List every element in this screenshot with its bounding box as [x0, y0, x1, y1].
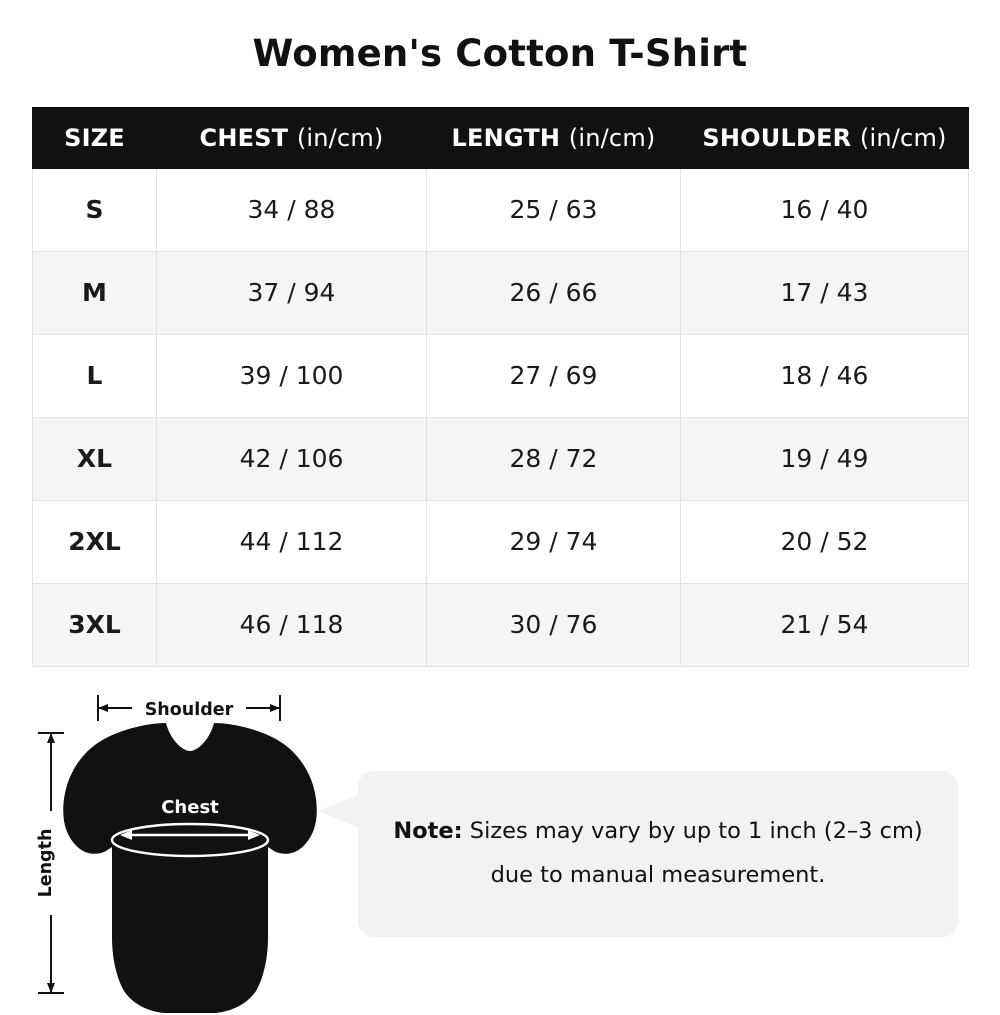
- table-row: [33, 417, 969, 500]
- column-header-length-unit: (in/cm): [568, 123, 656, 152]
- cell-length: 28 / 72: [427, 417, 681, 500]
- column-header-size-label: SIZE: [64, 123, 125, 152]
- note-label: Note:: [393, 817, 463, 844]
- column-header-length: [427, 107, 681, 168]
- cell-size: XL: [33, 417, 157, 500]
- note-bubble: [358, 771, 958, 937]
- column-header-shoulder: [681, 107, 969, 168]
- tshirt-silhouette: [63, 723, 317, 1013]
- column-header-chest-label: CHEST: [199, 123, 289, 152]
- cell-size: S: [33, 168, 157, 251]
- cell-length: 26 / 66: [427, 251, 681, 334]
- note-line-1: [393, 810, 922, 854]
- cell-chest: 37 / 94: [157, 251, 427, 334]
- column-header-chest: [157, 107, 427, 168]
- column-header-length-label: LENGTH: [451, 123, 561, 152]
- cell-shoulder: 20 / 52: [681, 500, 969, 583]
- cell-shoulder: 18 / 46: [681, 334, 969, 417]
- cell-chest: 44 / 112: [157, 500, 427, 583]
- cell-length: 29 / 74: [427, 500, 681, 583]
- column-header-shoulder-unit: (in/cm): [859, 123, 947, 152]
- cell-shoulder: 21 / 54: [681, 583, 969, 666]
- column-header-chest-unit: (in/cm): [296, 123, 384, 152]
- table-header: [33, 107, 969, 168]
- cell-length: 25 / 63: [427, 168, 681, 251]
- cell-shoulder: 16 / 40: [681, 168, 969, 251]
- size-table-container: [32, 107, 968, 667]
- cell-length: 27 / 69: [427, 334, 681, 417]
- table-header-row: [33, 107, 969, 168]
- cell-shoulder: 19 / 49: [681, 417, 969, 500]
- cell-chest: 39 / 100: [157, 334, 427, 417]
- length-label: Length: [36, 828, 56, 898]
- chest-label: Chest: [161, 796, 219, 818]
- cell-size: 2XL: [33, 500, 157, 583]
- table-row: [33, 168, 969, 251]
- note-line-2: due to manual measurement.: [490, 861, 826, 888]
- cell-chest: 42 / 106: [157, 417, 427, 500]
- table-body: [33, 168, 969, 666]
- note-text: Sizes may vary by up to 1 inch (2–3 cm): [462, 817, 923, 844]
- size-table: [32, 107, 969, 667]
- note-bubble-tail: [318, 793, 362, 829]
- cell-size: L: [33, 334, 157, 417]
- shoulder-label: Shoulder: [144, 699, 234, 720]
- table-row: [33, 251, 969, 334]
- cell-length: 30 / 76: [427, 583, 681, 666]
- page-title: Women's Cotton T-Shirt: [252, 32, 748, 75]
- column-header-size: [33, 107, 157, 168]
- measurement-diagram-area: [0, 685, 1000, 1015]
- cell-shoulder: 17 / 43: [681, 251, 969, 334]
- table-row: [33, 500, 969, 583]
- tshirt-diagram: [20, 685, 380, 1015]
- cell-size: M: [33, 251, 157, 334]
- cell-size: 3XL: [33, 583, 157, 666]
- table-row: [33, 583, 969, 666]
- column-header-shoulder-label: SHOULDER: [702, 123, 852, 152]
- cell-chest: 46 / 118: [157, 583, 427, 666]
- table-row: [33, 334, 969, 417]
- cell-chest: 34 / 88: [157, 168, 427, 251]
